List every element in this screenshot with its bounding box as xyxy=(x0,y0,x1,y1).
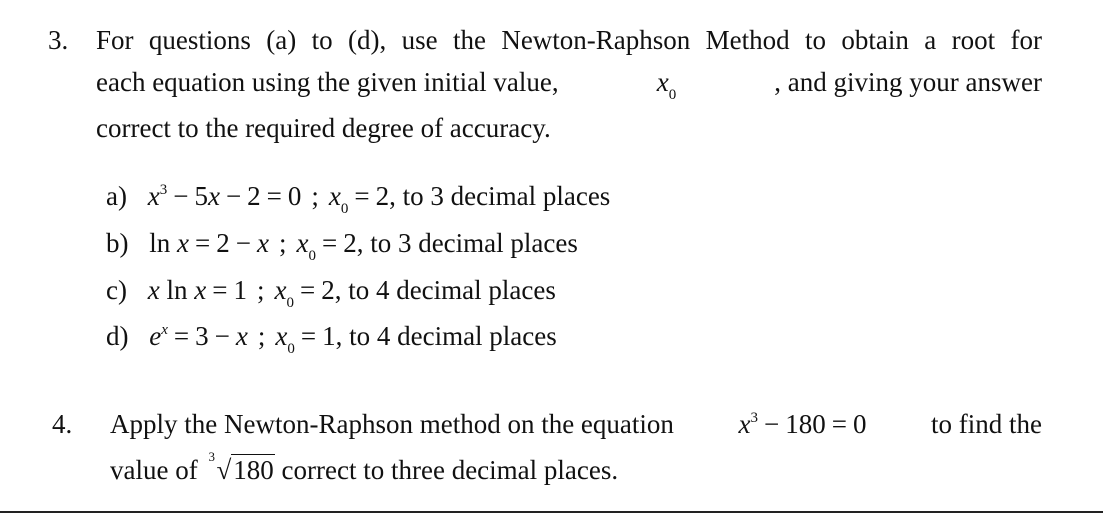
part-a-equation: $x^3 - 5x - 2 = 0$ ; $x_0 = 2$ xyxy=(147,181,390,218)
part-d xyxy=(106,320,557,358)
part-d-label: d) xyxy=(106,321,129,351)
question-4-line-2-tail: correct to three decimal places. xyxy=(281,455,619,485)
part-b xyxy=(106,227,578,265)
question-3-line-3: correct to the required degree of accuracy. xyxy=(96,113,551,143)
page-bottom-rule xyxy=(0,511,1103,513)
part-c xyxy=(106,274,556,312)
part-d-accuracy: , to 4 decimal places xyxy=(335,321,557,351)
cube-root-radicand: 180 xyxy=(233,455,274,485)
question-4-line-2 xyxy=(110,449,619,486)
part-a-accuracy: , to 3 decimal places xyxy=(389,181,611,211)
part-b-accuracy: , to 3 decimal places xyxy=(356,228,578,258)
part-d-equation: $e^x = 3 - x$ ; $x_0 = 1$ xyxy=(149,321,336,358)
question-4-line-1-tail: to find the xyxy=(931,409,1042,439)
part-b-equation: ln x = 2 − x ; $x_0 = 2$ xyxy=(149,228,357,265)
question-4-line-1 xyxy=(110,408,1042,440)
question-4-equation: $x^3 - 180 = 0$ xyxy=(738,409,867,439)
question-3-line-2-text: each equation using the given initial value, xyxy=(96,67,559,97)
question-3-line-2-tail: , and giving your answer xyxy=(774,67,1042,97)
part-b-label: b) xyxy=(106,228,129,258)
part-c-equation: x ln x = 1 ; $x_0 = 2$ xyxy=(147,275,335,312)
part-a-label: a) xyxy=(106,181,127,211)
question-3-number: 3. xyxy=(48,25,69,55)
question-4-line-1-text: Apply the Newton-Raphson method on the equation xyxy=(110,409,674,439)
cube-root-expression: 3 √180 xyxy=(208,449,274,485)
cube-root-index: 3 xyxy=(208,449,215,464)
question-4-line-2-lead: value of xyxy=(110,455,198,485)
part-a xyxy=(106,180,611,218)
initial-value-symbol: $x_0$ xyxy=(656,67,677,104)
question-3-line-2 xyxy=(96,66,1042,104)
part-c-label: c) xyxy=(106,275,127,305)
question-3-line-1: For questions (a) to (d), use the Newton-Raphson Method to obtain a root for xyxy=(96,25,1042,55)
part-c-accuracy: , to 4 decimal places xyxy=(334,275,556,305)
question-4-number: 4. xyxy=(52,409,73,439)
